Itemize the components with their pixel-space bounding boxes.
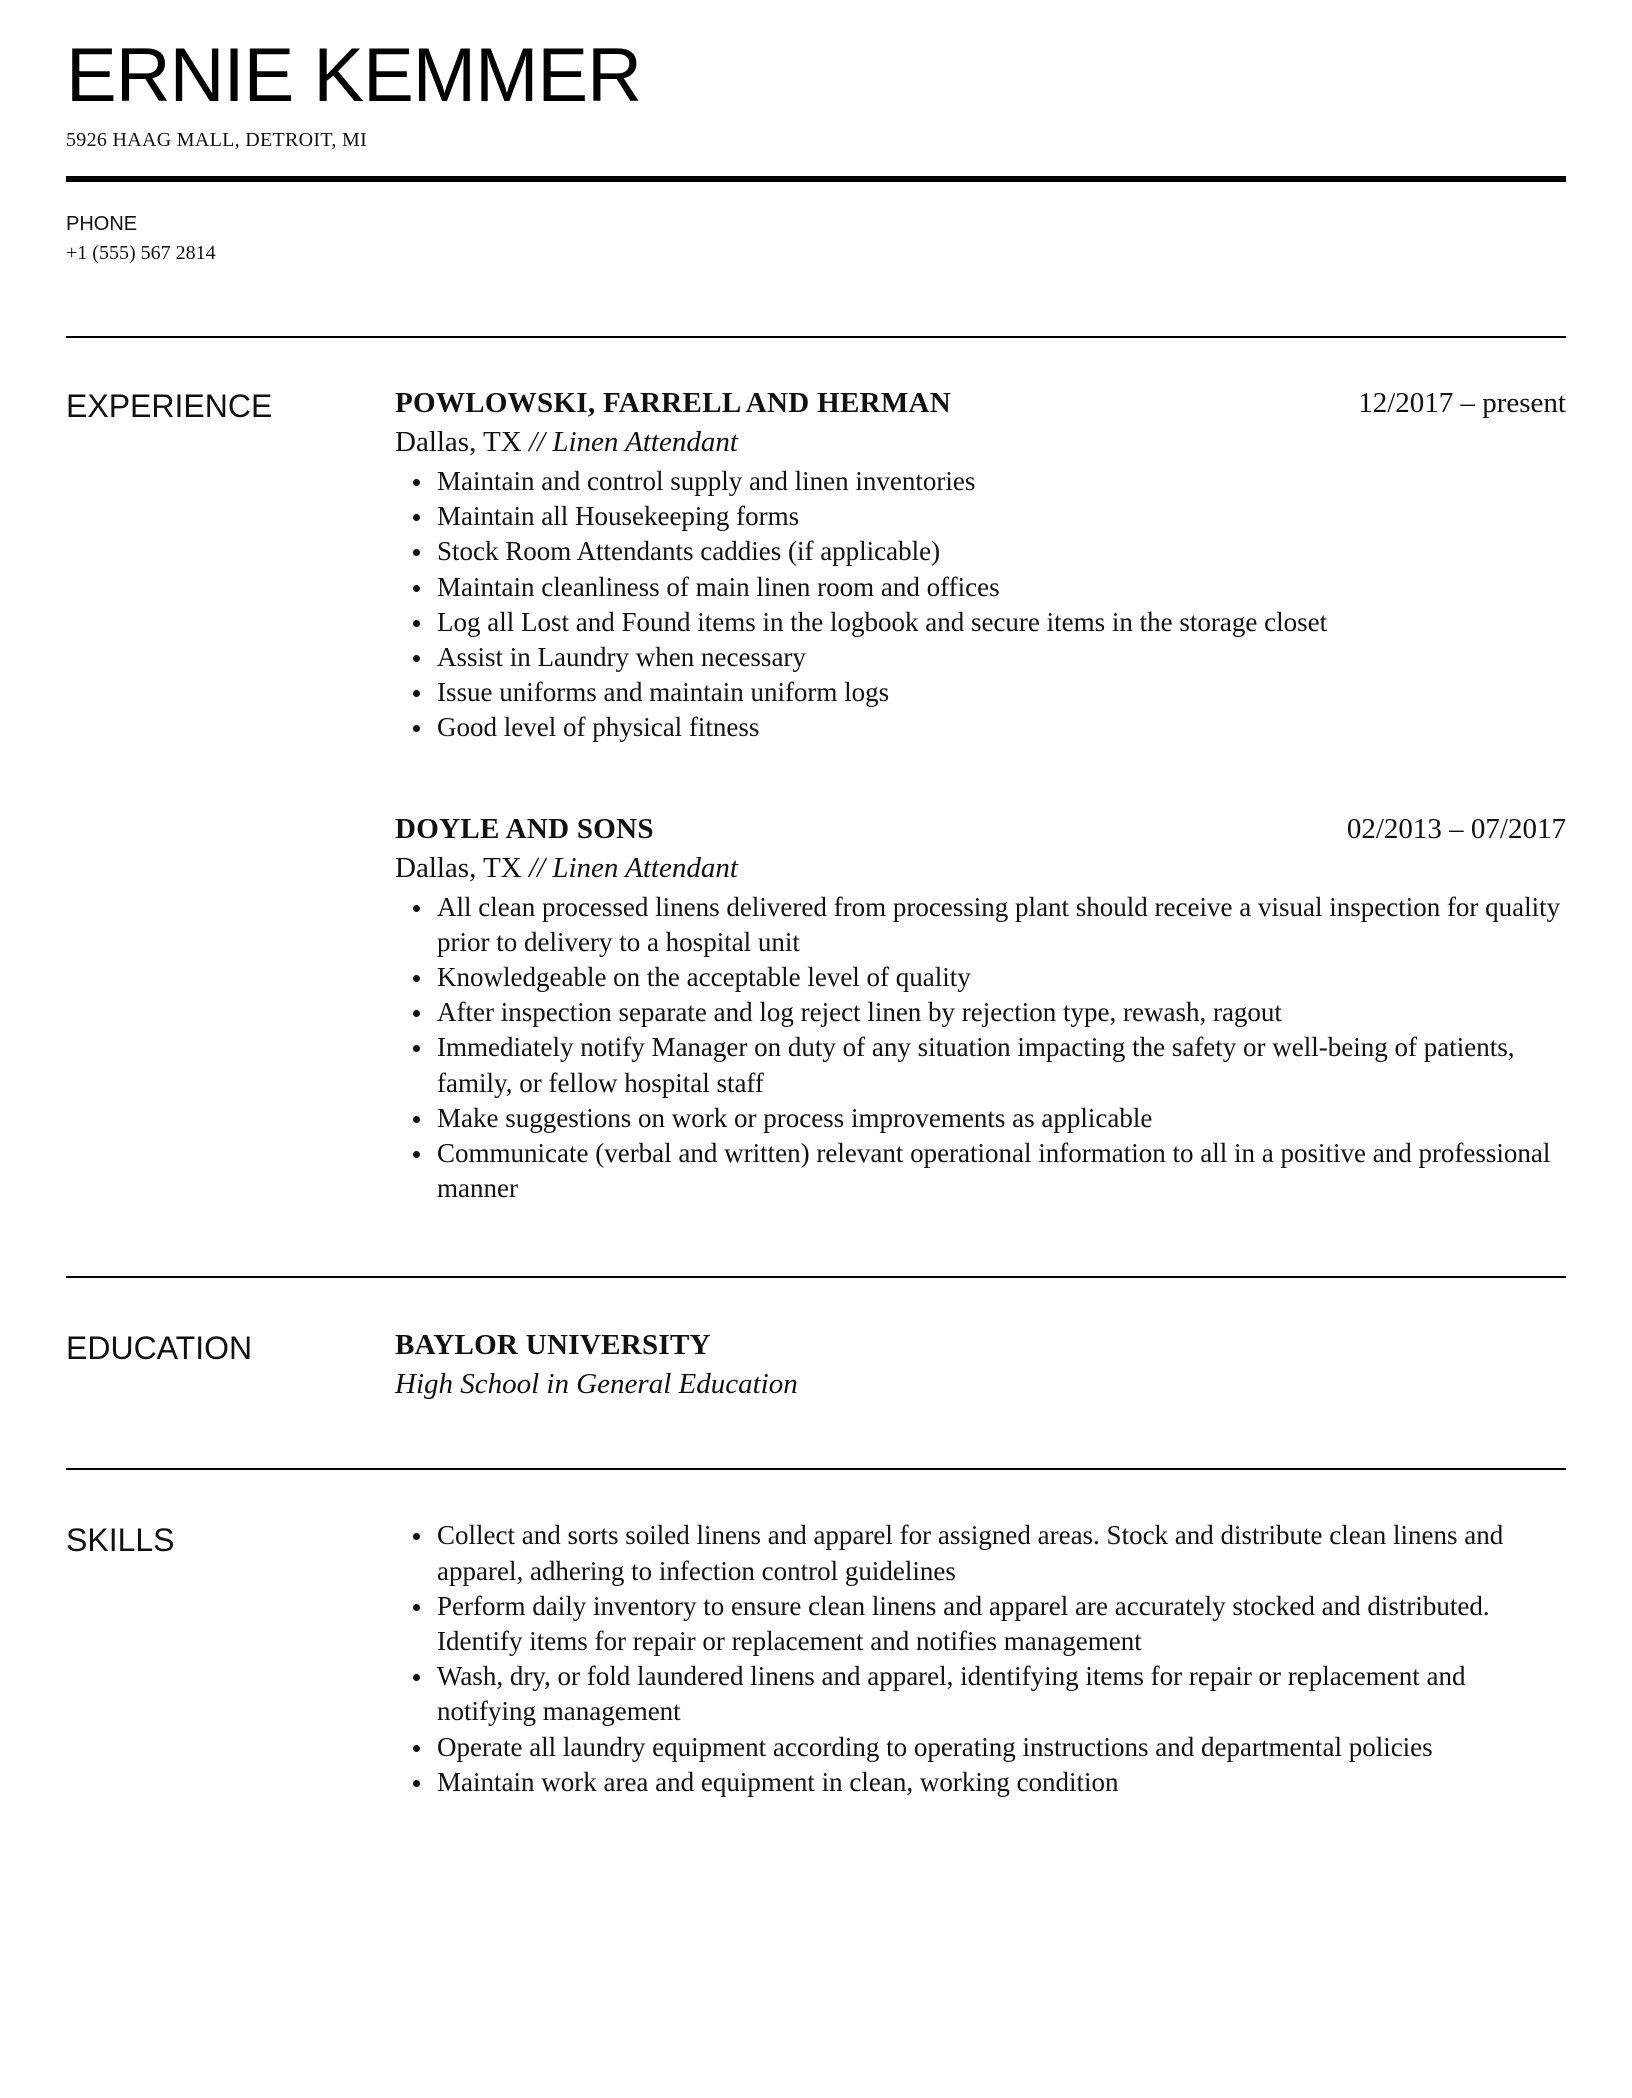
education-section [66,1326,1566,1404]
skills-list [395,1518,1566,1800]
contact-block [66,212,1566,266]
skill-item [395,1659,1566,1729]
bullet-text: Make suggestions on work or process improvements as applicable [437,1102,1153,1133]
bullet-icon [413,585,420,592]
experience-body [395,384,1566,1206]
bullet-icon [413,1745,420,1752]
bullet-icon [413,1151,420,1158]
job-company: DOYLE AND SONS [395,812,654,845]
bullet-text: Knowledgeable on the acceptable level of quality [437,962,971,993]
header-divider [66,176,1566,182]
job-bullets [395,890,1566,1207]
contact-divider [66,336,1566,338]
skill-text: Maintain work area and equipment in clean, working condition [437,1766,1119,1797]
education-heading: EDUCATION [66,1330,253,1367]
experience-divider [66,1276,1566,1278]
bullet-text: Maintain all Housekeeping forms [437,501,800,532]
job-company: POWLOWSKI, FARRELL AND HERMAN [395,387,951,419]
job-separator: // [528,426,546,458]
bullet-icon [413,479,420,486]
bullet-icon [413,1010,420,1017]
skill-text: Perform daily inventory to ensure clean linens and apparel are accurately stocked and distributed. Identify items for repair or replacement and notifies management [437,1590,1490,1657]
bullet-text: Assist in Laundry when necessary [437,642,806,673]
job-dates: 12/2017 – present [1358,387,1566,419]
job-bullet [395,570,1566,605]
education-body [395,1326,1566,1404]
bullet-text: After inspection separate and log reject linen by rejection type, rewash, ragout [437,997,1282,1028]
bullet-text: Communicate (verbal and written) relevant operational information to all in a positive and professional manner [437,1138,1551,1204]
job-role: Linen Attendant [552,851,738,884]
bullet-text: Good level of physical fitness [437,712,760,743]
job-bullet [395,1101,1566,1136]
job-subtitle [395,422,1566,462]
phone-label: PHONE [66,213,138,235]
skill-text: Operate all laundry equipment according to operating instructions and departmental policies [437,1731,1433,1762]
bullet-icon [413,1116,420,1123]
bullet-icon [413,1780,420,1787]
skills-body [395,1518,1566,1800]
bullet-text: Log all Lost and Found items in the logbook and secure items in the storage closet [437,606,1328,637]
job-subtitle [395,848,1566,888]
job-bullet [395,890,1566,960]
job-dates: 02/2013 – 07/2017 [1346,812,1566,845]
job-bullet [395,710,1566,745]
job-bullet [395,995,1566,1030]
job-bullet [395,499,1566,534]
skill-text: Wash, dry, or fold laundered linens and apparel, identifying items for repair or replacement and notifying management [437,1661,1466,1727]
phone-value: +1 (555) 567 2814 [66,242,216,264]
job-bullets [395,464,1566,746]
bullet-icon [413,1533,420,1540]
skill-item [395,1730,1566,1765]
skills-section [66,1518,1566,1800]
candidate-name: ERNIE KEMMER [66,33,641,118]
skill-item [395,1589,1566,1659]
bullet-text: Maintain and control supply and linen inventories [437,466,976,496]
experience-section [66,384,1566,1206]
bullet-icon [413,1045,420,1052]
job-separator: // [528,851,546,884]
bullet-text: Maintain cleanliness of main linen room and offices [437,571,1000,602]
resume-page [66,0,1566,1800]
job-header [395,810,1566,848]
bullet-icon [413,1674,420,1681]
job-bullet [395,675,1566,710]
skill-text: Collect and sorts soiled linens and apparel for assigned areas. Stock and distribute clean linens and apparel, adhering to infection control guidelines [437,1520,1504,1586]
job-bullet [395,534,1566,569]
bullet-icon [413,690,420,697]
education-divider [66,1468,1566,1470]
bullet-text: Immediately notify Manager on duty of any situation impacting the safety or well-being of patients, family, or fellow hospital staff [437,1032,1515,1098]
education-degree: High School in General Education [395,1368,798,1401]
candidate-address: 5926 HAAG MALL, DETROIT, MI [66,129,368,151]
skill-item [395,1518,1566,1588]
skill-item [395,1765,1566,1800]
experience-heading: EXPERIENCE [66,388,273,424]
job-location: Dallas, TX [395,426,522,458]
bullet-icon [413,514,420,521]
job-bullet [395,464,1566,499]
job-role: Linen Attendant [552,426,738,458]
bullet-icon [413,620,420,627]
skills-heading: SKILLS [66,1522,175,1559]
job-header [395,384,1566,422]
bullet-text: Issue uniforms and maintain uniform logs [437,677,890,708]
job-bullet [395,1136,1566,1206]
bullet-icon [413,655,420,662]
bullet-icon [413,905,420,912]
job-bullet [395,640,1566,675]
job-bullet [395,605,1566,640]
education-school: BAYLOR UNIVERSITY [395,1329,711,1362]
job-bullet [395,1030,1566,1100]
job-bullet [395,960,1566,995]
job-entry [395,810,1566,1207]
bullet-icon [413,549,420,556]
bullet-text: All clean processed linens delivered from processing plant should receive a visual inspection for quality prior to delivery to a hospital unit [437,891,1561,957]
bullet-icon [413,975,420,982]
bullet-text: Stock Room Attendants caddies (if applicable) [437,536,941,567]
job-entry [395,384,1566,746]
bullet-icon [413,725,420,732]
bullet-icon [413,1604,420,1611]
job-location: Dallas, TX [395,851,522,884]
